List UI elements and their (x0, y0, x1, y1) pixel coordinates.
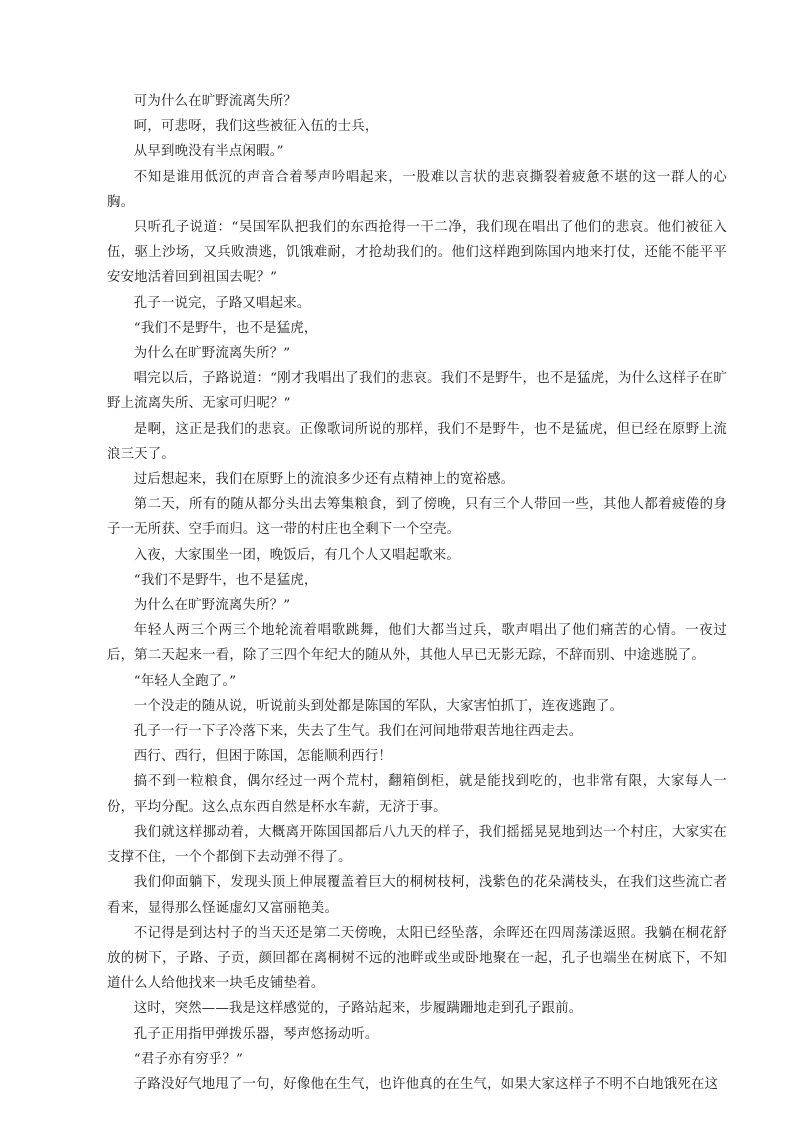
verse-line: 从早到晚没有半点闲暇。” (133, 144, 284, 160)
paragraph: “君子亦有穷乎？” (133, 1051, 244, 1067)
verse-line: “我们不是野牛，也不是猛虎， (133, 320, 318, 336)
verse-line: “我们不是野牛，也不是猛虎， (133, 572, 318, 588)
paragraph: 过后想起来，我们在原野上的流浪多少还有点精神上的宽裕感。 (133, 472, 515, 488)
paragraph: 孔子一说完，子路又唱起来。 (133, 295, 311, 311)
verse-line: 呵，可悲呀，我们这些被征入伍的士兵， (133, 119, 379, 135)
paragraph: 这时，突然——我是这样感觉的，子路站起来，步履蹒跚地走到孔子跟前。 (133, 1001, 583, 1017)
paragraph: 孔子正用指甲弹拨乐器，琴声悠扬动听。 (133, 1026, 379, 1042)
paragraph: 第二天，所有的随从都分头出去筹集粮食，到了傍晚，只有三个人带回一些，其他人都着疲倦的身子一无所获、空手而归。这一带的村庄也全剩下一个空壳。 (107, 497, 727, 538)
paragraph: 入夜，大家围坐一团，晚饭后，有几个人又唱起歌来。 (133, 547, 460, 563)
paragraph: 是啊，这正是我们的悲哀。正像歌词所说的那样，我们不是野牛，也不是猛虎，但已经在原野上流浪三天了。 (107, 421, 727, 462)
paragraph: 搞不到一粒粮食，偶尔经过一两个荒村，翻箱倒柜，就是能找到吃的，也非常有限，大家每人一份，平均分配。这么点东西自然是杯水车薪，无济于事。 (107, 774, 727, 815)
paragraph: 西行、西行，但困于陈国，怎能顺利西行！ (133, 749, 393, 765)
paragraph: 年轻人两三个两三个地轮流着唱歌跳舞，他们大都当过兵，歌声唱出了他们痛苦的心情。一夜过后，第二天起来一看，除了三四个年纪大的随从外，其他人早已无影无踪，不辞而别、中途逃脱了。 (107, 623, 727, 664)
paragraph: 不知是谁用低沉的声音合着琴声吟唱起来，一股难以言状的悲哀撕裂着疲惫不堪的这一群人的心胸。 (107, 169, 727, 210)
paragraph: 只听孔子说道：“吴国军队把我们的东西抢得一干二净，我们现在唱出了他们的悲哀。他们被征入伍，驱上沙场，又兵败溃逃，饥饿难耐，才抢劫我们的。他们这样跑到陈国内地来打仗，还能不能平平安安地活着回到祖国去呢？” (107, 220, 727, 286)
paragraph: 唱完以后，子路说道：“刚才我唱出了我们的悲哀。我们不是野牛，也不是猛虎，为什么这样子在旷野上流离失所、无家可归呢？” (107, 371, 727, 412)
paragraph: 孔子一行一下子冷落下来，失去了生气。我们在河间地带艰苦地往西走去。 (133, 724, 583, 740)
paragraph: “年轻人全跑了。” (133, 673, 237, 689)
paragraph: 我们就这样挪动着，大概离开陈国国都后八九天的样子，我们摇摇晃晃地到达一个村庄，大家实在支撑不住，一个个都倒下去动弹不得了。 (107, 824, 727, 866)
verse-line: 为什么在旷野流离失所？” (133, 598, 291, 614)
document-body (107, 89, 727, 1097)
paragraph: 一个没走的随从说，听说前头到处都是陈国的军队，大家害怕抓丁，连夜逃跑了。 (133, 698, 624, 714)
verse-line: 可为什么在旷野流离失所？ (133, 94, 297, 109)
paragraph: 不记得是到达村子的当天还是第二天傍晚，太阳已经坠落，余晖还在四周荡漾返照。我躺在桐花舒放的树下，子路、子贡，颜回都在离桐树不远的池畔或坐或卧地聚在一起，孔子也端坐在树底下，不知道什么人给他找来一块毛皮铺垫着。 (107, 925, 727, 992)
paragraph: 我们仰面躺下，发现头顶上伸展覆盖着巨大的桐树枝柯，浅紫色的花朵满枝头，在我们这些流亡者看来，显得那么怪诞虚幻又富丽艳美。 (107, 875, 727, 916)
paragraph: 子路没好气地甩了一句，好像他在生气，也许他真的在生气，如果大家这样子不明不白地饿死在这 (133, 1076, 719, 1092)
verse-line: 为什么在旷野流离失所？” (133, 346, 291, 362)
